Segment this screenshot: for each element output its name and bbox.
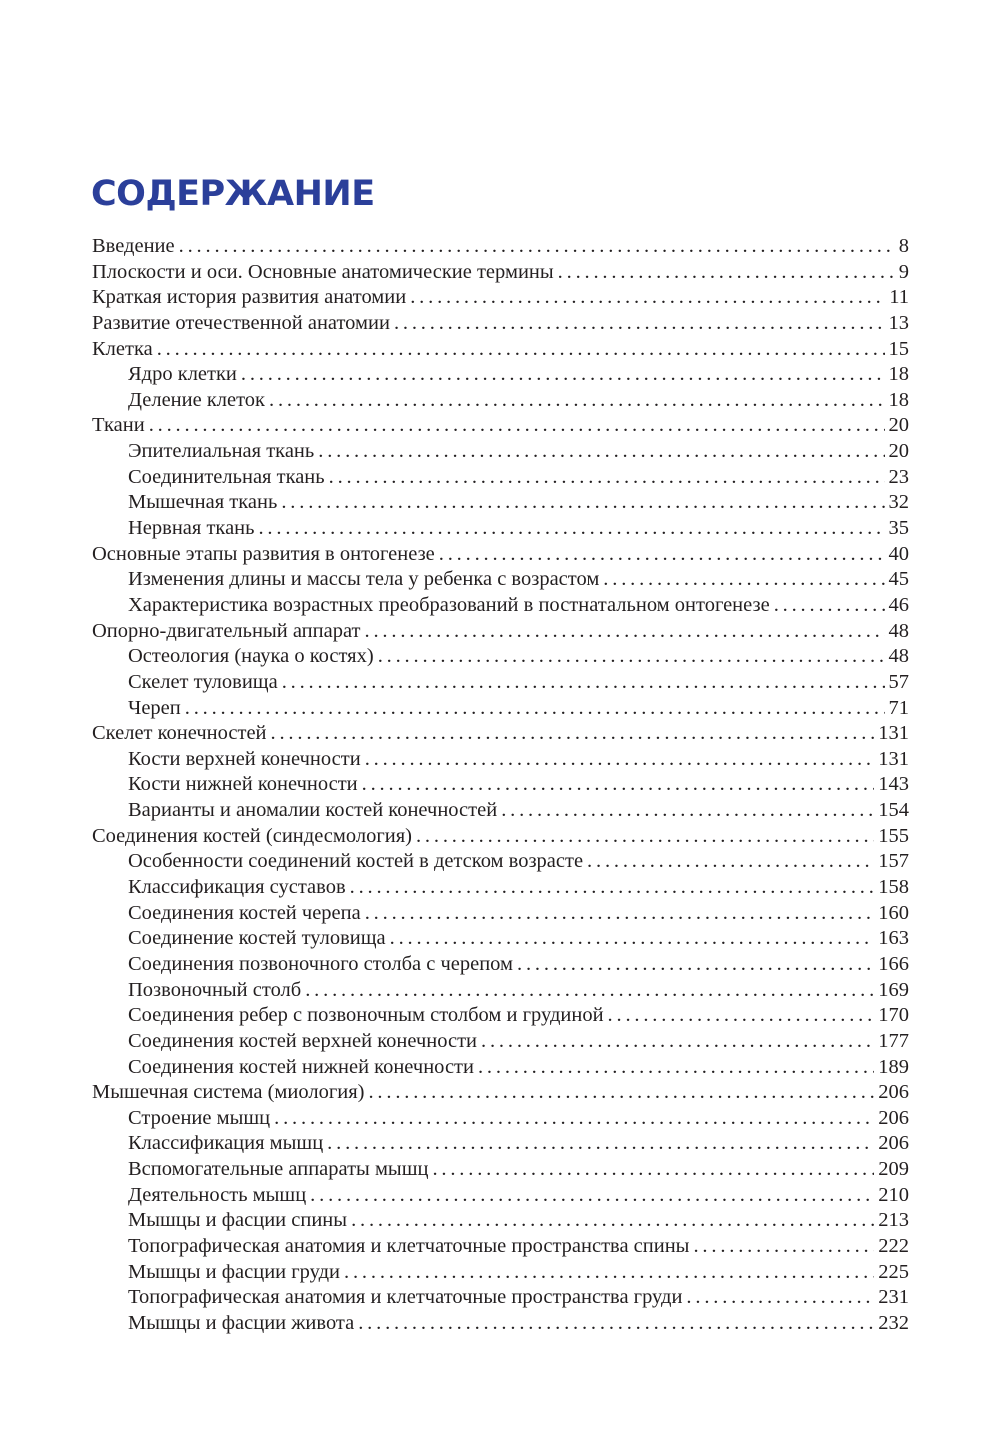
toc-entry-page: 32	[888, 491, 909, 514]
toc-entry-title: Классификация суставов	[128, 876, 346, 899]
toc-entry-title: Соединение костей туловища	[128, 927, 386, 950]
toc-entry-page: 222	[878, 1234, 909, 1257]
toc-entry-title: Мышцы и фасции груди	[128, 1260, 341, 1283]
toc-entry-title: Варианты и аномалии костей конечностей	[128, 799, 498, 822]
toc-entry-title: Особенности соединений костей в детском возрасте	[128, 850, 584, 873]
toc-entry-title: Ядро клетки	[128, 363, 237, 386]
toc-entry[interactable]	[92, 567, 909, 593]
dot-leader	[241, 362, 885, 388]
toc-entry-page: 48	[888, 645, 909, 668]
toc-entry-title: Плоскости и оси. Основные анатомические термины	[92, 260, 554, 283]
dot-leader	[410, 285, 885, 311]
toc-entry-page: 206	[878, 1081, 909, 1104]
toc-entry[interactable]	[92, 439, 909, 465]
dot-leader	[310, 1183, 874, 1209]
toc-entry-page: 169	[878, 978, 909, 1001]
toc-entry[interactable]	[92, 1285, 909, 1311]
dot-leader	[157, 337, 885, 363]
toc-entry[interactable]	[92, 670, 909, 696]
toc-entry[interactable]	[92, 1003, 909, 1029]
toc-entry-page: 163	[878, 927, 909, 950]
toc-entry[interactable]	[92, 644, 909, 670]
toc-entry-title: Деятельность мышц	[128, 1183, 307, 1206]
toc-entry-title: Введение	[92, 235, 175, 257]
toc-entry-page: 13	[888, 311, 909, 334]
toc-entry[interactable]	[92, 362, 909, 388]
dot-leader	[185, 696, 885, 722]
dot-leader	[362, 772, 875, 798]
toc-entry-page: 206	[878, 1106, 909, 1129]
toc-entry-page: 206	[878, 1132, 909, 1155]
toc-entry-title: Строение мышц	[128, 1106, 271, 1129]
toc-entry[interactable]	[92, 260, 909, 286]
toc-entry-title: Кости верхней конечности	[128, 747, 361, 770]
toc-entry-page: 131	[878, 747, 909, 770]
dot-leader	[281, 490, 884, 516]
toc-entry[interactable]	[92, 542, 909, 568]
toc-entry-page: 209	[878, 1158, 909, 1181]
dot-leader	[318, 439, 884, 465]
toc-entry[interactable]	[92, 1260, 909, 1286]
dot-leader	[378, 644, 885, 670]
toc-entry-title: Топографическая анатомия и клетчаточные пространства спины	[128, 1234, 690, 1257]
dot-leader	[327, 1131, 874, 1157]
toc-entry-title: Скелет конечностей	[92, 722, 267, 745]
toc-entry-page: 210	[878, 1183, 909, 1206]
dot-leader	[693, 1234, 874, 1260]
toc-entry[interactable]	[92, 747, 909, 773]
dot-leader	[358, 1311, 874, 1337]
toc-entry-page: 225	[878, 1260, 909, 1283]
toc-entry[interactable]	[92, 516, 909, 542]
toc-entry-title: Характеристика возрастных преобразований в постнатальном онтогенезе	[128, 593, 770, 616]
toc-entry-title: Нервная ткань	[128, 517, 255, 540]
dot-leader	[481, 1029, 874, 1055]
toc-entry[interactable]	[92, 1208, 909, 1234]
toc-entry[interactable]	[92, 388, 909, 414]
toc-entry[interactable]	[92, 1157, 909, 1183]
dot-leader	[344, 1260, 874, 1286]
toc-entry-page: 45	[888, 568, 909, 591]
toc-entry-page: 157	[878, 850, 909, 873]
dot-leader	[271, 721, 875, 747]
toc-entry[interactable]	[92, 901, 909, 927]
toc-entry-page: 11	[889, 286, 909, 309]
toc-entry-page: 8	[898, 235, 909, 257]
dot-leader	[274, 1106, 874, 1132]
toc-entry-title: Эпителиальная ткань	[128, 440, 315, 463]
dot-leader	[258, 516, 884, 542]
dot-leader	[149, 413, 885, 439]
toc-entry-page: 170	[878, 1004, 909, 1027]
dot-leader	[686, 1285, 874, 1311]
toc-entry[interactable]	[92, 311, 909, 337]
dot-leader	[179, 234, 895, 260]
toc-entry-page: 160	[878, 901, 909, 924]
toc-entry-title: Топографическая анатомия и клетчаточные пространства груди	[128, 1286, 683, 1309]
toc-entry-page: 232	[878, 1311, 909, 1334]
toc-entry-title: Клетка	[92, 337, 153, 360]
toc-entry-title: Остеология (наука о костях)	[128, 645, 374, 668]
toc-entry-page: 20	[888, 440, 909, 463]
toc-entry-title: Основные этапы развития в онтогенезе	[92, 542, 435, 565]
toc-entry-page: 213	[878, 1209, 909, 1232]
toc-entry-page: 131	[878, 722, 909, 745]
toc-entry-title: Соединения костей верхней конечности	[128, 1029, 478, 1052]
toc-entry-page: 48	[888, 619, 909, 642]
dot-leader	[608, 1003, 875, 1029]
dot-leader	[365, 619, 885, 645]
toc-entry-title: Опорно-двигательный аппарат	[92, 619, 361, 642]
toc-entry[interactable]	[92, 772, 909, 798]
toc-entry-page: 9	[898, 260, 909, 283]
toc-entry[interactable]	[92, 1106, 909, 1132]
dot-leader	[478, 1055, 874, 1081]
toc-entry[interactable]	[92, 619, 909, 645]
dot-leader	[365, 747, 875, 773]
toc-entry-page: 18	[888, 388, 909, 411]
dot-leader	[416, 824, 874, 850]
dot-leader	[517, 952, 874, 978]
toc-entry[interactable]	[92, 593, 909, 619]
dot-leader	[368, 1080, 874, 1106]
toc-entry-page: 189	[878, 1055, 909, 1078]
toc-entry[interactable]	[92, 978, 909, 1004]
toc-entry-title: Кости нижней конечности	[128, 773, 358, 796]
toc-entry-title: Вспомогательные аппараты мышц	[128, 1158, 429, 1181]
dot-leader	[350, 875, 875, 901]
toc-entry-title: Соединения костей (синдесмология)	[92, 824, 412, 847]
toc-entry[interactable]	[92, 875, 909, 901]
toc-entry-title: Мышцы и фасции живота	[128, 1311, 355, 1334]
dot-leader	[329, 465, 885, 491]
toc-entry-page: 143	[878, 773, 909, 796]
toc-entry[interactable]	[92, 952, 909, 978]
toc-entry-title: Соединения костей черепа	[128, 901, 361, 924]
toc-entry-page: 57	[888, 670, 909, 693]
dot-leader	[269, 388, 884, 414]
toc-entry-title: Череп	[128, 696, 181, 719]
toc-entry-page: 158	[878, 876, 909, 899]
toc-entry-title: Деление клеток	[128, 388, 266, 411]
toc-entry[interactable]	[92, 1029, 909, 1055]
toc-entry-page: 15	[888, 337, 909, 360]
dot-leader	[394, 311, 885, 337]
toc-entry[interactable]	[92, 1234, 909, 1260]
toc-entry-page: 40	[888, 542, 909, 565]
toc-entry-title: Мышечная ткань	[128, 491, 278, 514]
toc-entry[interactable]	[92, 413, 909, 439]
toc-entry-title: Соединения костей нижней конечности	[128, 1055, 474, 1078]
toc-entry[interactable]	[92, 798, 909, 824]
toc-entry[interactable]	[92, 337, 909, 363]
toc-entry[interactable]	[92, 465, 909, 491]
dot-leader	[365, 901, 875, 927]
toc-entry[interactable]	[92, 721, 909, 747]
toc-entry-title: Позвоночный столб	[128, 978, 302, 1001]
toc-entry-page: 231	[878, 1286, 909, 1309]
toc-entry-title: Мышцы и фасции спины	[128, 1209, 348, 1232]
toc-entry-page: 177	[878, 1029, 909, 1052]
dot-leader	[390, 926, 875, 952]
toc-entry-page: 166	[878, 952, 909, 975]
toc-entry[interactable]	[92, 1055, 909, 1081]
dot-leader	[282, 670, 885, 696]
toc-entry[interactable]	[92, 1183, 909, 1209]
toc-entry-title: Соединения позвоночного столба с черепом	[128, 952, 514, 975]
dot-leader	[351, 1208, 874, 1234]
page-title: СОДЕРЖАНИЕ	[91, 174, 375, 214]
toc-entry[interactable]	[92, 1311, 909, 1337]
dot-leader	[501, 798, 874, 824]
toc-entry-page: 71	[888, 696, 909, 719]
toc-entry-title: Изменения длины и массы тела у ребенка с возрастом	[128, 568, 600, 591]
toc-entry[interactable]	[92, 1131, 909, 1157]
toc-entry[interactable]	[92, 285, 909, 311]
dot-leader	[558, 260, 895, 286]
toc-entry-title: Соединительная ткань	[128, 465, 325, 488]
toc-entry-title: Соединения ребер с позвоночным столбом и грудиной	[128, 1004, 604, 1027]
toc-entry[interactable]	[92, 696, 909, 722]
toc-entry-title: Ткани	[92, 414, 145, 437]
toc-entry[interactable]	[92, 1080, 909, 1106]
dot-leader	[603, 567, 884, 593]
toc-entry-title: Скелет туловища	[128, 670, 278, 693]
toc-entry-page: 154	[878, 799, 909, 822]
toc-entry-page: 18	[888, 363, 909, 386]
toc-entry-page: 46	[888, 593, 909, 616]
toc-entry-page: 155	[878, 824, 909, 847]
toc-entry-title: Мышечная система (миология)	[92, 1081, 365, 1104]
dot-leader	[774, 593, 885, 619]
table-of-contents	[92, 234, 909, 1337]
toc-entry[interactable]	[92, 490, 909, 516]
dot-leader	[432, 1157, 874, 1183]
toc-entry-page: 23	[888, 465, 909, 488]
toc-entry-title: Краткая история развития анатомии	[92, 286, 407, 309]
toc-entry-page: 20	[888, 414, 909, 437]
toc-entry[interactable]	[92, 849, 909, 875]
toc-entry-title: Развитие отечественной анатомии	[92, 311, 390, 334]
toc-entry-page: 35	[888, 517, 909, 540]
toc-entry-title: Классификация мышц	[128, 1132, 324, 1155]
toc-entry[interactable]	[92, 926, 909, 952]
toc-entry[interactable]	[92, 824, 909, 850]
dot-leader	[439, 542, 885, 568]
dot-leader	[587, 849, 874, 875]
dot-leader	[305, 978, 874, 1004]
toc-entry[interactable]	[92, 234, 909, 260]
